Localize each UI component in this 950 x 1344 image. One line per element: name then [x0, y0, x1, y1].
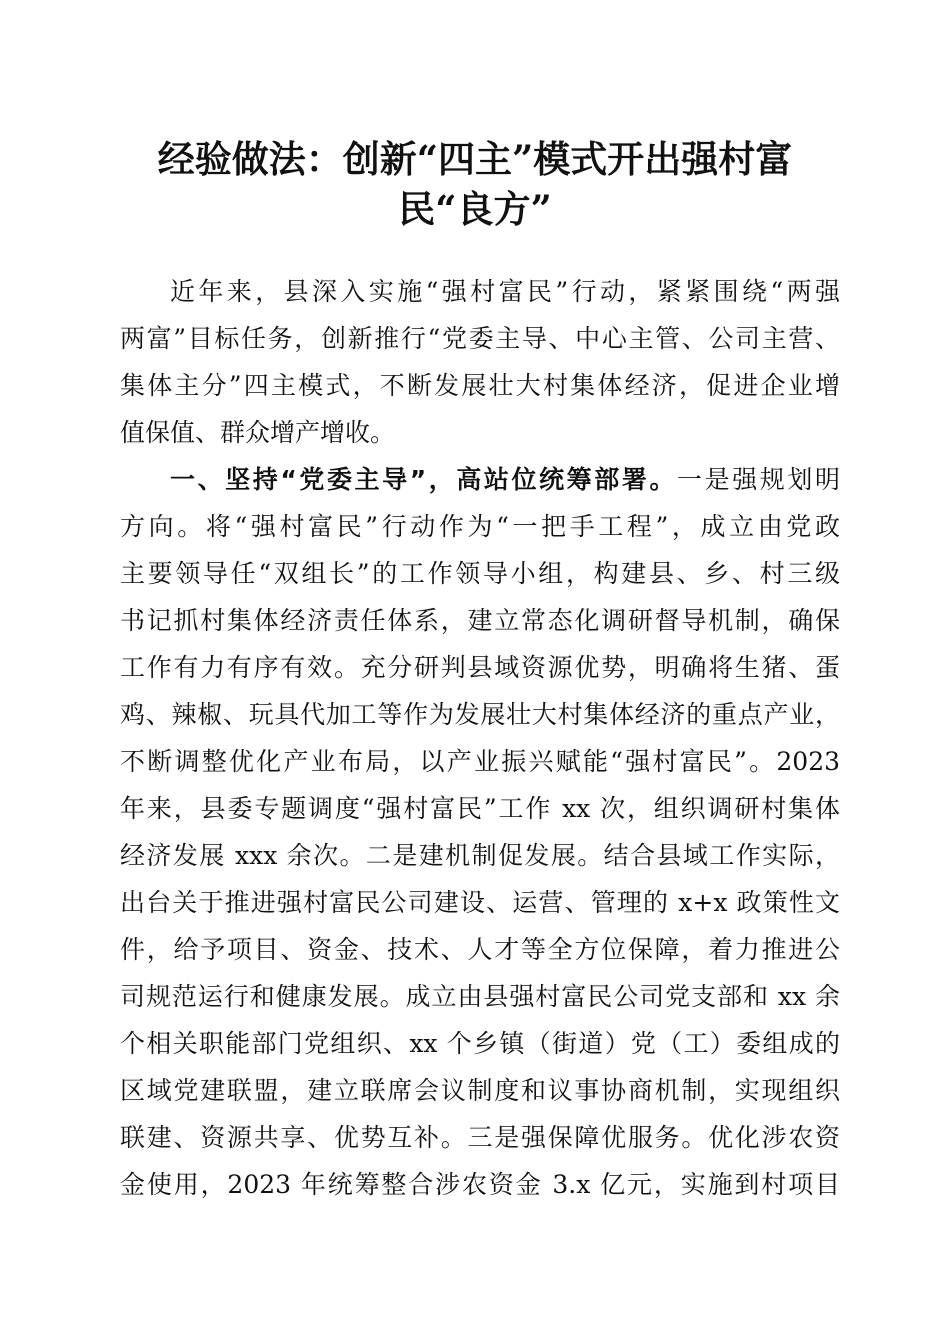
section1-line: 金使用，2023 年统筹整合涉农资金 3.x 亿元，实施到村项目	[120, 1170, 840, 1199]
section1-line: 件，给予项目、资金、技术、人才等全方位保障，着力推进公	[120, 935, 840, 964]
section1-line: 年来，县委专题调度“强村富民”工作 xx 次，组织调研村集体	[120, 794, 840, 823]
section1-heading: 一、坚持“党委主导”，高站位统筹部署。	[170, 465, 678, 494]
section1-line: 个相关职能部门党组织、xx 个乡镇（街道）党（工）委组成的	[120, 1029, 840, 1058]
section1-line: 区域党建联盟，建立联席会议制度和议事协商机制，实现组织	[120, 1076, 840, 1105]
intro-line: 两富”目标任务，创新推行“党委主导、中心主管、公司主营、	[120, 324, 840, 353]
intro-line: 值保值、群众增产增收。	[120, 418, 396, 447]
section1-line: 工作有力有序有效。充分研判县域资源优势，明确将生猪、蛋	[120, 653, 840, 682]
intro-line: 近年来，县深入实施“强村富民”行动，紧紧围绕“两强	[170, 277, 840, 306]
section1-line: 经济发展 xxx 余次。二是建机制促发展。结合县域工作实际，	[120, 841, 840, 870]
section1-line: 联建、资源共享、优势互补。三是强保障优服务。优化涉农资	[120, 1123, 840, 1152]
section1-line: 不断调整优化产业布局，以产业振兴赋能“强村富民”。2023	[120, 747, 840, 776]
document-body	[120, 268, 840, 1208]
section1-first-line	[120, 456, 840, 503]
section1-line: 司规范运行和健康发展。成立由县强村富民公司党支部和 xx 余	[120, 982, 840, 1011]
title-line-2: 民“良方”	[398, 187, 552, 231]
section1-first-line-rest: 一是强规划明	[677, 465, 840, 494]
section1-line: 鸡、辣椒、玩具代加工等作为发展壮大村集体经济的重点产业，	[120, 700, 840, 729]
section1-line: 出台关于推进强村富民公司建设、运营、管理的 x+x 政策性文	[120, 888, 840, 917]
section1-line: 书记抓村集体经济责任体系，建立常态化调研督导机制，确保	[120, 606, 840, 635]
section1-line: 方向。将“强村富民”行动作为“一把手工程”，成立由党政	[120, 512, 840, 541]
intro-line: 集体主分”四主模式，不断发展壮大村集体经济，促进企业增	[120, 371, 840, 400]
title-line-1: 经验做法：创新“四主”模式开出强村富	[157, 137, 793, 181]
section1-line: 主要领导任“双组长”的工作领导小组，构建县、乡、村三级	[120, 559, 840, 588]
document-title	[120, 134, 830, 234]
